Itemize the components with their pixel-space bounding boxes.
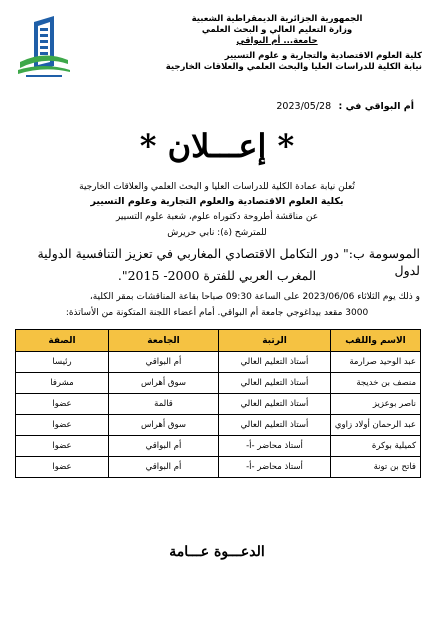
cell-name: منصف بن خديجة [331, 373, 421, 394]
table-row [16, 436, 421, 457]
cell-university: أم البواقي [109, 457, 219, 478]
table-row [16, 352, 421, 373]
intro-line: تُعلن نيابة عمادة الكلية للدراسات العليا و البحث العلمي والعلاقات الخارجية [79, 182, 355, 192]
university-logo [14, 14, 74, 80]
thesis-title-line1: الموسومة ب:" دور التكامل الاقتصادي المغاربي في تعزيز التنافسية الدولية لدول [37, 246, 420, 278]
header-faculty: كلية العلوم الاقتصادية والتجارية و علوم التسيير [224, 51, 422, 61]
jury-table-header [16, 330, 421, 352]
cell-university: قالمة [109, 394, 219, 415]
cell-role: عضوا [16, 394, 109, 415]
schedule-line1: و ذلك يوم الثلاثاء 2023/06/06 على الساعة 09:30 صباحا بقاعة المناقشات بمقر الكلية، [89, 292, 420, 302]
table-row [16, 373, 421, 394]
jury-table [15, 329, 421, 478]
document-header [92, 14, 422, 73]
cell-role: عضوا [16, 457, 109, 478]
cell-rank: أستاذ التعليم العالي [219, 415, 331, 436]
document-date [276, 101, 414, 112]
cell-name: ناصر بوعزيز [331, 394, 421, 415]
cell-name: عبد الرحمان أولاد زاوي [331, 415, 421, 436]
cell-university: أم البواقي [109, 436, 219, 457]
date-label: أم البواقي في : [338, 101, 414, 112]
cell-role: رئيسا [16, 352, 109, 373]
header-role: الصفة [16, 330, 109, 352]
cell-rank: أستاذ محاضر -أ- [219, 457, 331, 478]
discussion-line: عن مناقشة أطروحة دكتوراه علوم، شعبة علوم التسيير [115, 212, 319, 222]
cell-rank: أستاذ التعليم العالي [219, 352, 331, 373]
announcement-title: * إعـــلان * [139, 127, 295, 165]
cell-name: فاتح بن تونة [331, 457, 421, 478]
cell-rank: أستاذ محاضر -أ- [219, 436, 331, 457]
cell-university: أم البواقي [109, 352, 219, 373]
header-rank: الرتبة [219, 330, 331, 352]
faculty-line: بكلية العلوم الاقتصادية والعلوم التجارية وعلوم التسيير [90, 196, 344, 207]
cell-role: عضوا [16, 436, 109, 457]
table-row [16, 415, 421, 436]
header-university: الجامعة [109, 330, 219, 352]
header-university: جامعة... أم البواقي [236, 36, 318, 46]
header-name: الاسم واللقب [331, 330, 421, 352]
header-republic: الجمهورية الجزائرية الديمقراطية الشعبية [191, 14, 363, 24]
date-value: 2023/05/28 [276, 101, 332, 112]
cell-university: سوق أهراس [109, 373, 219, 394]
table-row [16, 394, 421, 415]
table-row [16, 457, 421, 478]
cell-rank: أستاذ التعليم العالي [219, 373, 331, 394]
header-vice-deanship: نيابة الكلية للدراسات العليا والبحث العلمي والعلاقات الخارجية [165, 62, 422, 72]
candidate-line: للمترشح (ة): نابي حريرش [167, 228, 267, 238]
public-invitation-note: الدعـــوة عـــامة [169, 544, 265, 560]
header-ministry: وزارة التعليم العالي و البحث العلمي [201, 25, 353, 35]
cell-rank: أستاذ التعليم العالي [219, 394, 331, 415]
cell-role: عضوا [16, 415, 109, 436]
cell-name: كميلية بوكرة [331, 436, 421, 457]
cell-name: عبد الوحيد صرارمة [331, 352, 421, 373]
thesis-title-line2: المغرب العربي للفترة 2000- 2015". [117, 268, 317, 283]
cell-university: سوق أهراس [109, 415, 219, 436]
schedule-line2: 3000 مقعد بيداغوجي جامعة أم البواقي. أمام أعضاء اللجنة المتكونة من الأساتذة: [65, 308, 369, 318]
cell-role: مشرفا [16, 373, 109, 394]
